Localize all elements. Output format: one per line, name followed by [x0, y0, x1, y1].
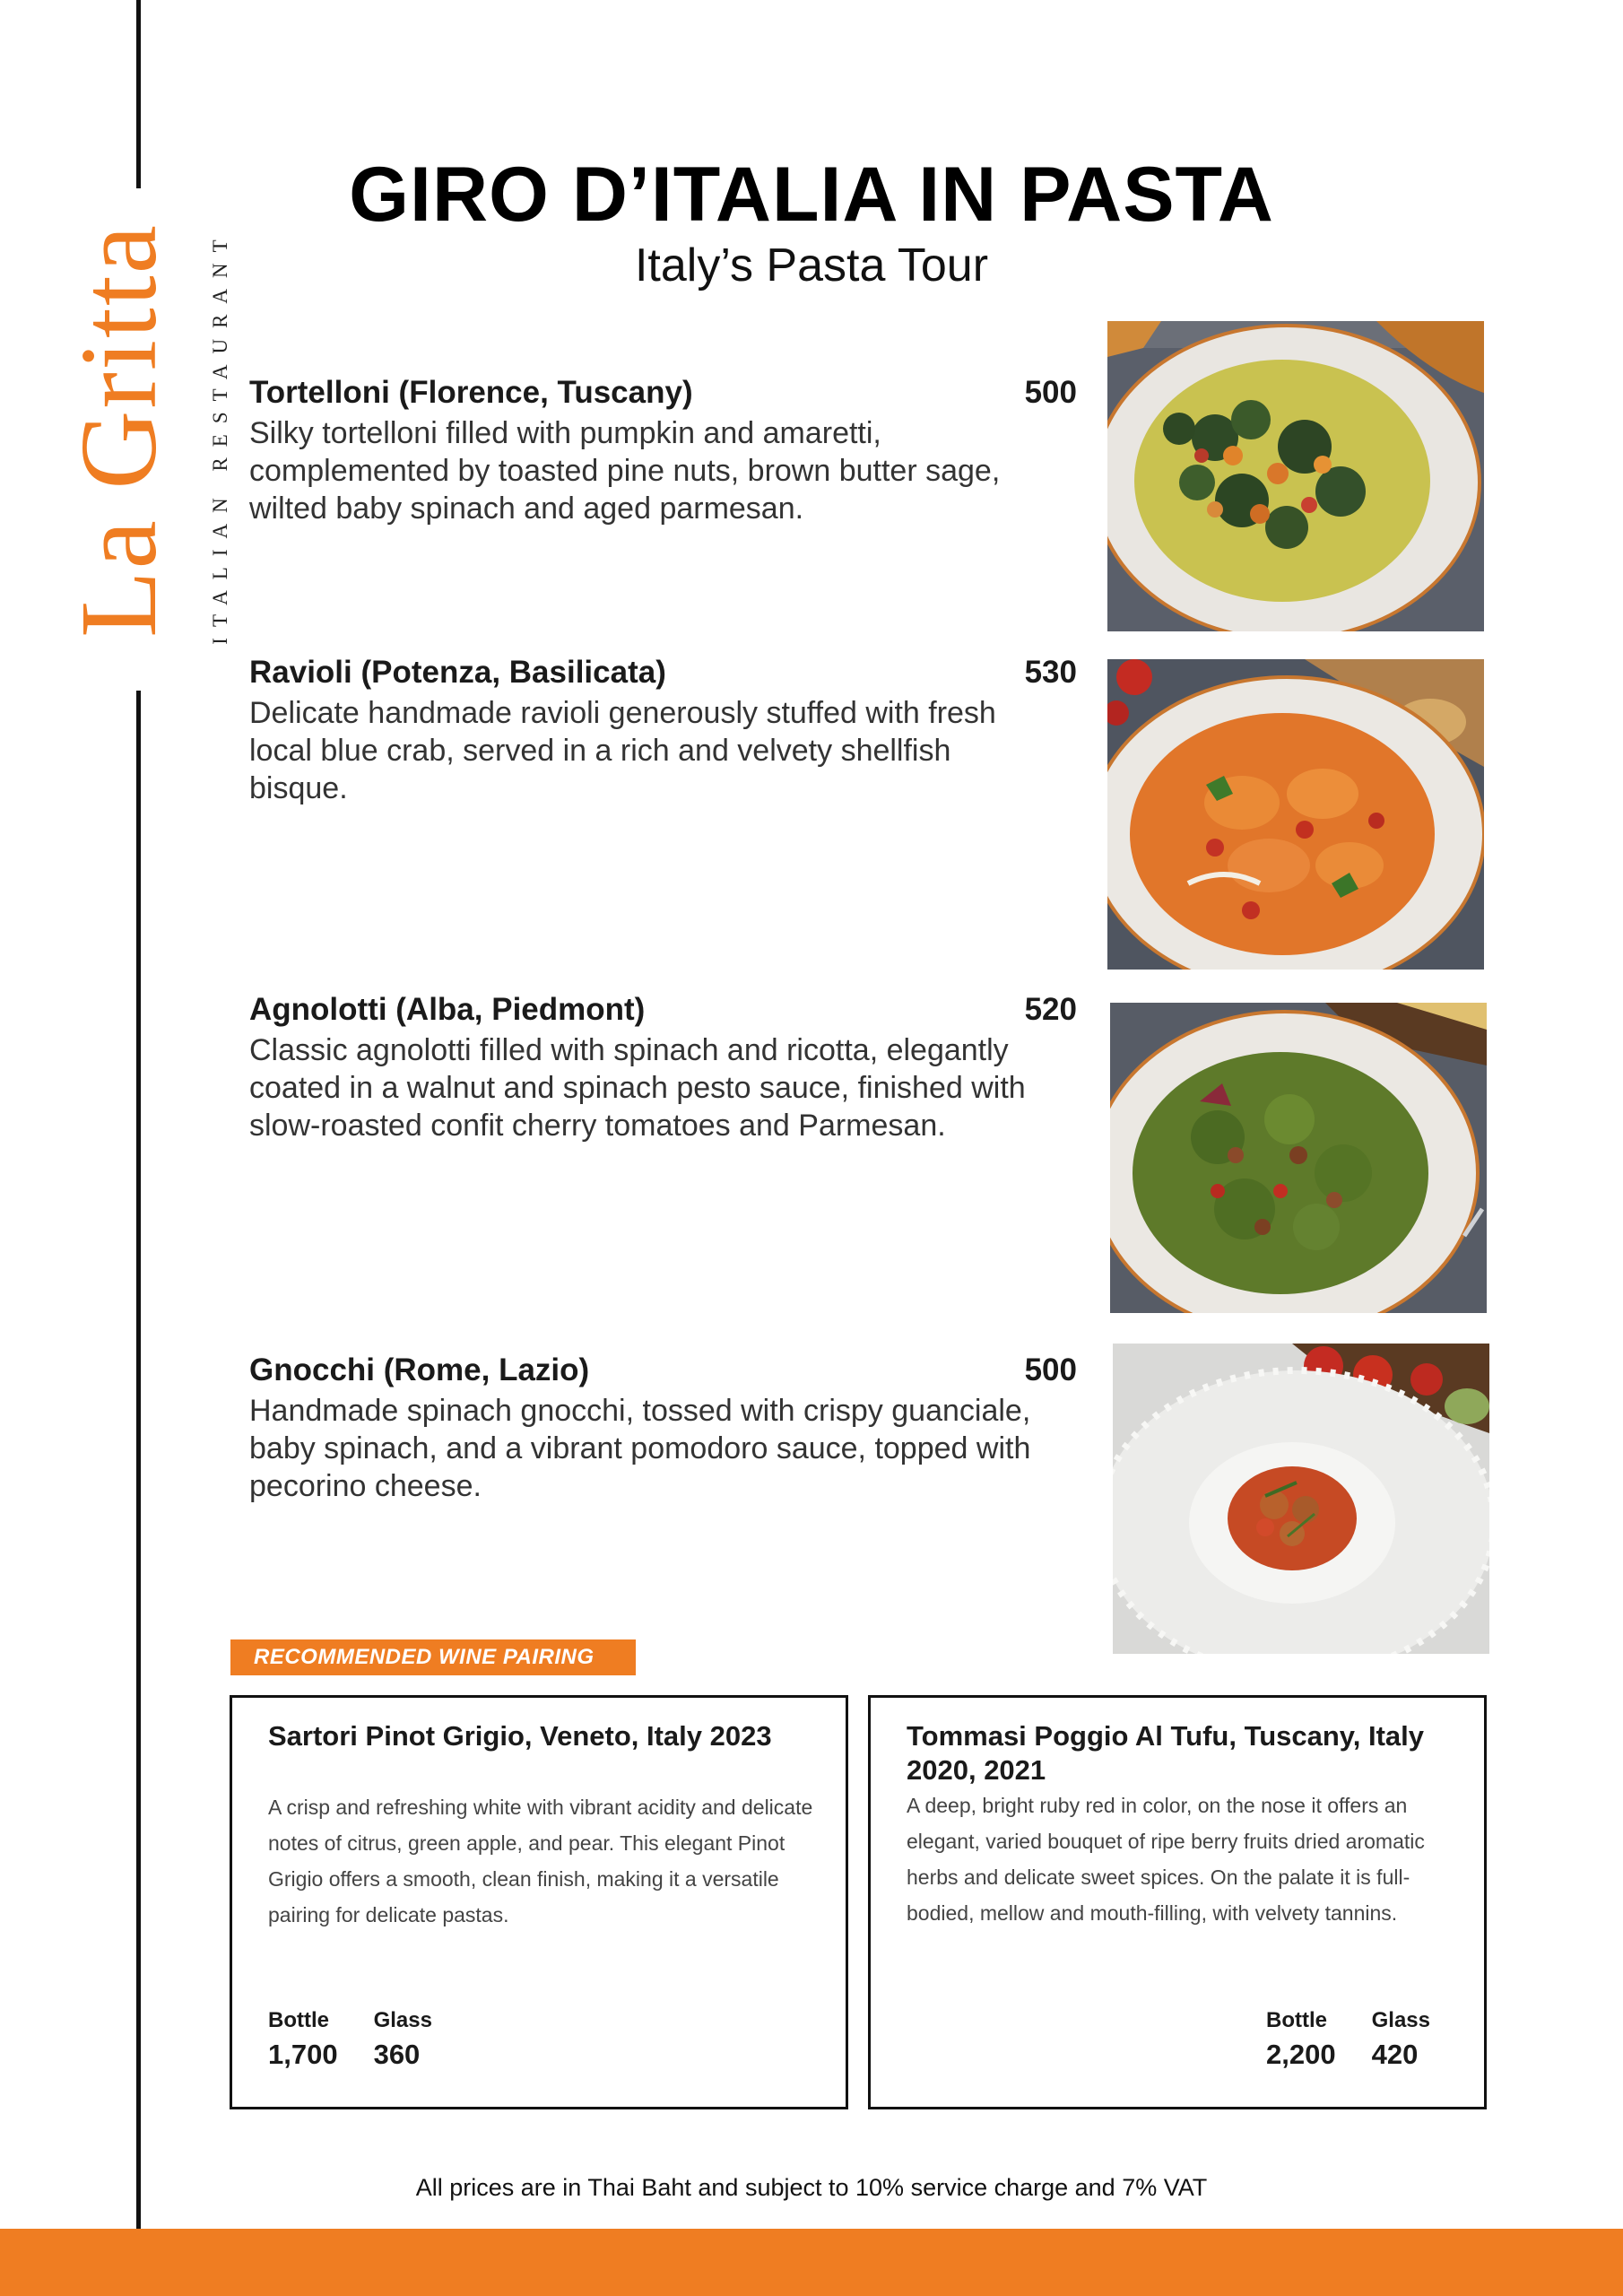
brand-name: La Gritta — [58, 223, 179, 638]
bottle-price: 1,700 — [268, 2039, 338, 2070]
dish-name: Tortelloni (Florence, Tuscany) — [249, 375, 693, 410]
wine-description: A crisp and refreshing white with vibrant acidity and delicate notes of citrus, green apple, and pear. This elegant Pinot Grigio offers a smooth, clean finish, making it a versatile pairing for delicate pastas. — [268, 1796, 813, 1926]
page-subtitle: Italy’s Pasta Tour — [634, 239, 989, 291]
dish-price: 500 — [1024, 375, 1077, 410]
glass-label: Glass — [373, 2008, 432, 2032]
dish-description: Silky tortelloni filled with pumpkin and amaretti, complemented by toasted pine nuts, brown butter sage, wilted baby spinach and aged parmesan. — [249, 416, 1001, 526]
bottle-label: Bottle — [1266, 2008, 1328, 2032]
dish-description: Delicate handmade ravioli generously stuffed with fresh local blue crab, served in a rich and velvety shellfish bisque. — [249, 696, 996, 805]
wine-card — [230, 1695, 848, 2109]
brand-subtitle: ITALIAN RESTAURANT — [209, 229, 231, 645]
dish-name: Ravioli (Potenza, Basilicata) — [249, 655, 666, 690]
dish-item — [249, 375, 1077, 527]
bottle-price: 2,200 — [1266, 2039, 1336, 2070]
wine-name: Sartori Pinot Grigio, Veneto, Italy 2023 — [268, 1720, 772, 1752]
vertical-rule-bottom — [136, 691, 141, 2229]
agnolotti-pesto-photo — [1110, 1003, 1487, 1313]
dish-price: 500 — [1024, 1352, 1077, 1387]
glass-price: 420 — [1371, 2039, 1419, 2070]
wine-prices — [1266, 2008, 1430, 2071]
dish-description: Classic agnolotti filled with spinach and ricotta, elegantly coated in a walnut and spinach pesto sauce, finished with slow-roasted confit cherry tomatoes and Parmesan. — [249, 1033, 1026, 1143]
wine-description: A deep, bright ruby red in color, on the nose it offers an elegant, varied bouquet of ripe berry fruits dried aromatic herbs and delicate sweet spices. On the palate it is full-bodied, mellow and mouth-filling, with velvety tannins. — [907, 1794, 1425, 1925]
dish-price: 520 — [1024, 992, 1077, 1027]
dish-item — [249, 992, 1077, 1144]
gnocchi-pomodoro-photo — [1113, 1344, 1489, 1654]
dish-item — [249, 1352, 1077, 1505]
price-footnote: All prices are in Thai Baht and subject to 10% service charge and 7% VAT — [415, 2174, 1208, 2201]
brand-logo — [52, 215, 231, 664]
dish-name: Gnocchi (Rome, Lazio) — [249, 1352, 590, 1387]
wine-pairing-tag: RECOMMENDED WINE PAIRING — [230, 1639, 636, 1675]
glass-label: Glass — [1371, 2008, 1430, 2032]
wine-name: Tommasi Poggio Al Tufu, Tuscany, Italy 2020, 2021 — [907, 1720, 1424, 1786]
vertical-rule-top — [136, 0, 141, 188]
wine-prices — [268, 2008, 432, 2071]
bottle-label: Bottle — [268, 2008, 329, 2032]
dish-price: 530 — [1024, 655, 1077, 690]
footer-accent-bar — [0, 2229, 1623, 2296]
dish-description: Handmade spinach gnocchi, tossed with crispy guanciale, baby spinach, and a vibrant pomodoro sauce, topped with pecorino cheese. — [249, 1394, 1031, 1503]
glass-price: 360 — [373, 2039, 421, 2070]
wine-card — [868, 1695, 1487, 2109]
dish-item — [249, 655, 1077, 807]
ravioli-crab-bisque-photo — [1107, 659, 1484, 970]
dish-name: Agnolotti (Alba, Piedmont) — [249, 992, 646, 1027]
tortelloni-pumpkin-photo — [1107, 321, 1484, 631]
page-title: GIRO D’ITALIA IN PASTA — [349, 152, 1274, 238]
